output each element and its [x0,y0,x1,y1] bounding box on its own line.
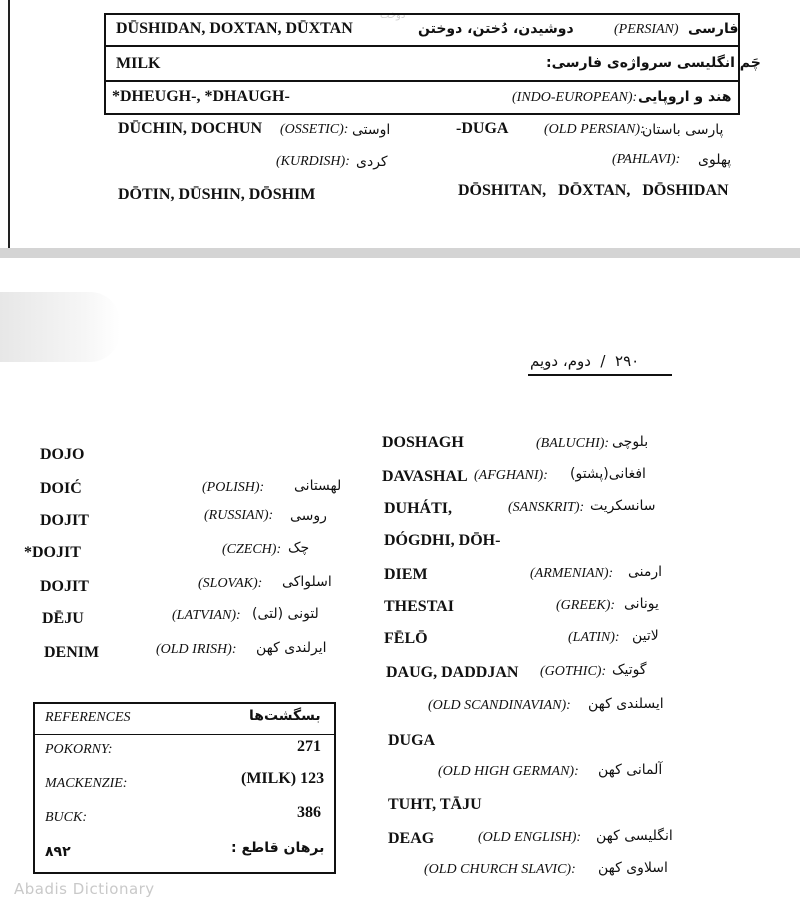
kurdish-value: DŌTIN, DŪSHIN, DŌSHIM [118,186,316,203]
persian-label-fa: فارسی [688,21,739,37]
old-persian-label-fa: پارسی باستان [642,122,724,138]
pahlavi-label-en: (PAHLAVI): [612,152,681,167]
entry-value: DĒJU [42,610,84,627]
entry-label-fa: انگلیسی کهن [596,828,673,844]
ossetic-value: DŪCHIN, DOCHUN [118,120,262,137]
old-persian-value: -DUGA [456,120,509,137]
row-persian [106,15,738,47]
indo-european-label-fa: هند و اروپایی [638,89,732,105]
entry-label-en: (RUSSIAN): [204,508,274,523]
entry-label-en: (OLD IRISH): [156,642,237,657]
entry-label-en: (OLD HIGH GERMAN): [438,764,579,779]
entry-value: DIEM [384,566,428,583]
persian-table [104,13,761,115]
entry-value: TUHT, TĀJU [388,796,482,813]
entry-label-fa: چک [288,540,310,556]
entry-label-fa: لهستانی [294,478,342,494]
top-entry-card [0,0,800,248]
kurdish-label-en: (KURDISH): [276,154,350,169]
entry-label-fa: یونانی [624,596,659,612]
entry-value: *DOJIT [24,544,81,561]
entry-label-en: (CZECH): [222,542,282,557]
ossetic-label-en: (OSSETIC): [280,122,349,137]
entry-label-fa: ایرلندی کهن [256,640,327,656]
references-box [33,702,336,874]
entry-value: DAVASHAL [382,468,468,485]
reference-value: ۸۹۲ [45,844,71,860]
page-divider [0,248,800,258]
pahlavi-value: DŌSHITAN, DŌXTAN, DŌSHIDAN [458,182,729,199]
entry-label-en: (OLD ENGLISH): [478,830,582,845]
entry-label-fa: ارمنی [628,564,663,580]
meaning-value: MILK [116,55,161,72]
entry-value: DUHÁTI, [384,500,453,517]
reference-label: MACKENZIE: [45,776,128,791]
entry-value: DUGA [388,732,436,749]
entry-label-en: (AFGHANI): [474,468,548,483]
indo-european-label-en: (INDO-EUROPEAN): [512,90,638,105]
ossetic-label-fa: اوستی [352,122,391,138]
entry-label-fa: اسلاوی کهن [598,860,668,876]
heading-underline [528,374,672,376]
reference-value: 271 [297,738,321,755]
page-heading: ۲۹۰ / دوم، دویم [530,352,640,370]
entry-value: DOSHAGH [382,434,464,451]
reference-value: 386 [297,804,321,821]
entry-value: DOJIT [40,512,89,529]
meaning-label-fa: چَم انگلیسی سرواژه‌ی فارسی: [546,55,761,71]
faint-heading: دوخت [380,10,406,21]
kurdish-label-fa: کردی [356,154,388,170]
entry-label-en: (OLD SCANDINAVIAN): [428,698,571,713]
row-indo-european [106,81,738,113]
left-border-rule [8,0,10,248]
entry-label-fa: لاتین [632,628,659,644]
indo-european-value: *DHEUGH-, *DHAUGH- [112,88,290,105]
reference-label: BUCK: [45,810,87,825]
references-title-fa: بسگشت‌ها [249,708,321,724]
entry-label-fa: اسلواکی [282,574,332,590]
entry-label-en: (POLISH): [202,480,265,495]
persian-value-en: DŪSHIDAN, DOXTAN, DŪXTAN [116,20,353,37]
entry-label-fa: گوتیک [612,662,647,678]
entry-label-en: (GREEK): [556,598,616,613]
entry-label-fa: روسی [290,508,327,524]
references-title-en: REFERENCES [45,710,131,725]
entry-label-fa: لتونی (لتی) [252,606,319,622]
entry-value: DOJO [40,446,85,463]
entry-label-fa: سانسکریت [590,498,656,514]
entry-value: THESTAI [384,598,454,615]
entry-value: DEAG [388,830,435,847]
entry-label-en: (LATIN): [568,630,620,645]
reference-label: برهان قاطع : [231,840,325,856]
pahlavi-label-fa: پهلوی [698,152,732,168]
entry-value: DOJIT [40,578,89,595]
entry-label-fa: بلوچی [612,434,649,450]
watermark-text: Abadis Dictionary [14,880,155,898]
scan-smudge [0,292,120,362]
reference-value: (MILK) 123 [241,770,325,787]
row-english-meaning [106,47,761,82]
entry-value: DENIM [44,644,100,661]
references-header-rule [35,734,334,735]
entry-value: DÓGDHI, DŌH- [384,532,501,549]
persian-value-fa: دوشیدن، دُختن، دوختن [418,21,574,37]
entry-value: DOIĆ [40,480,82,497]
entry-value: DAUG, DADDJAN [386,664,519,681]
entry-label-en: (GOTHIC): [540,664,607,679]
entry-label-fa: ایسلندی کهن [588,696,664,712]
entry-label-fa: آلمانی کهن [598,762,663,778]
entry-label-en: (OLD CHURCH SLAVIC): [424,862,576,877]
entry-label-en: (ARMENIAN): [530,566,614,581]
entry-label-en: (LATVIAN): [172,608,241,623]
reference-label: POKORNY: [45,742,113,757]
persian-label-en: (PERSIAN) [614,22,679,37]
old-persian-label-en: (OLD PERSIAN): [544,122,645,137]
entry-label-en: (SANSKRIT): [508,500,585,515]
entry-value: FĒLŌ [384,630,428,647]
entry-label-en: (SLOVAK): [198,576,263,591]
entry-label-en: (BALUCHI): [536,436,610,451]
entry-label-fa: افغانی(پشتو) [570,466,646,482]
